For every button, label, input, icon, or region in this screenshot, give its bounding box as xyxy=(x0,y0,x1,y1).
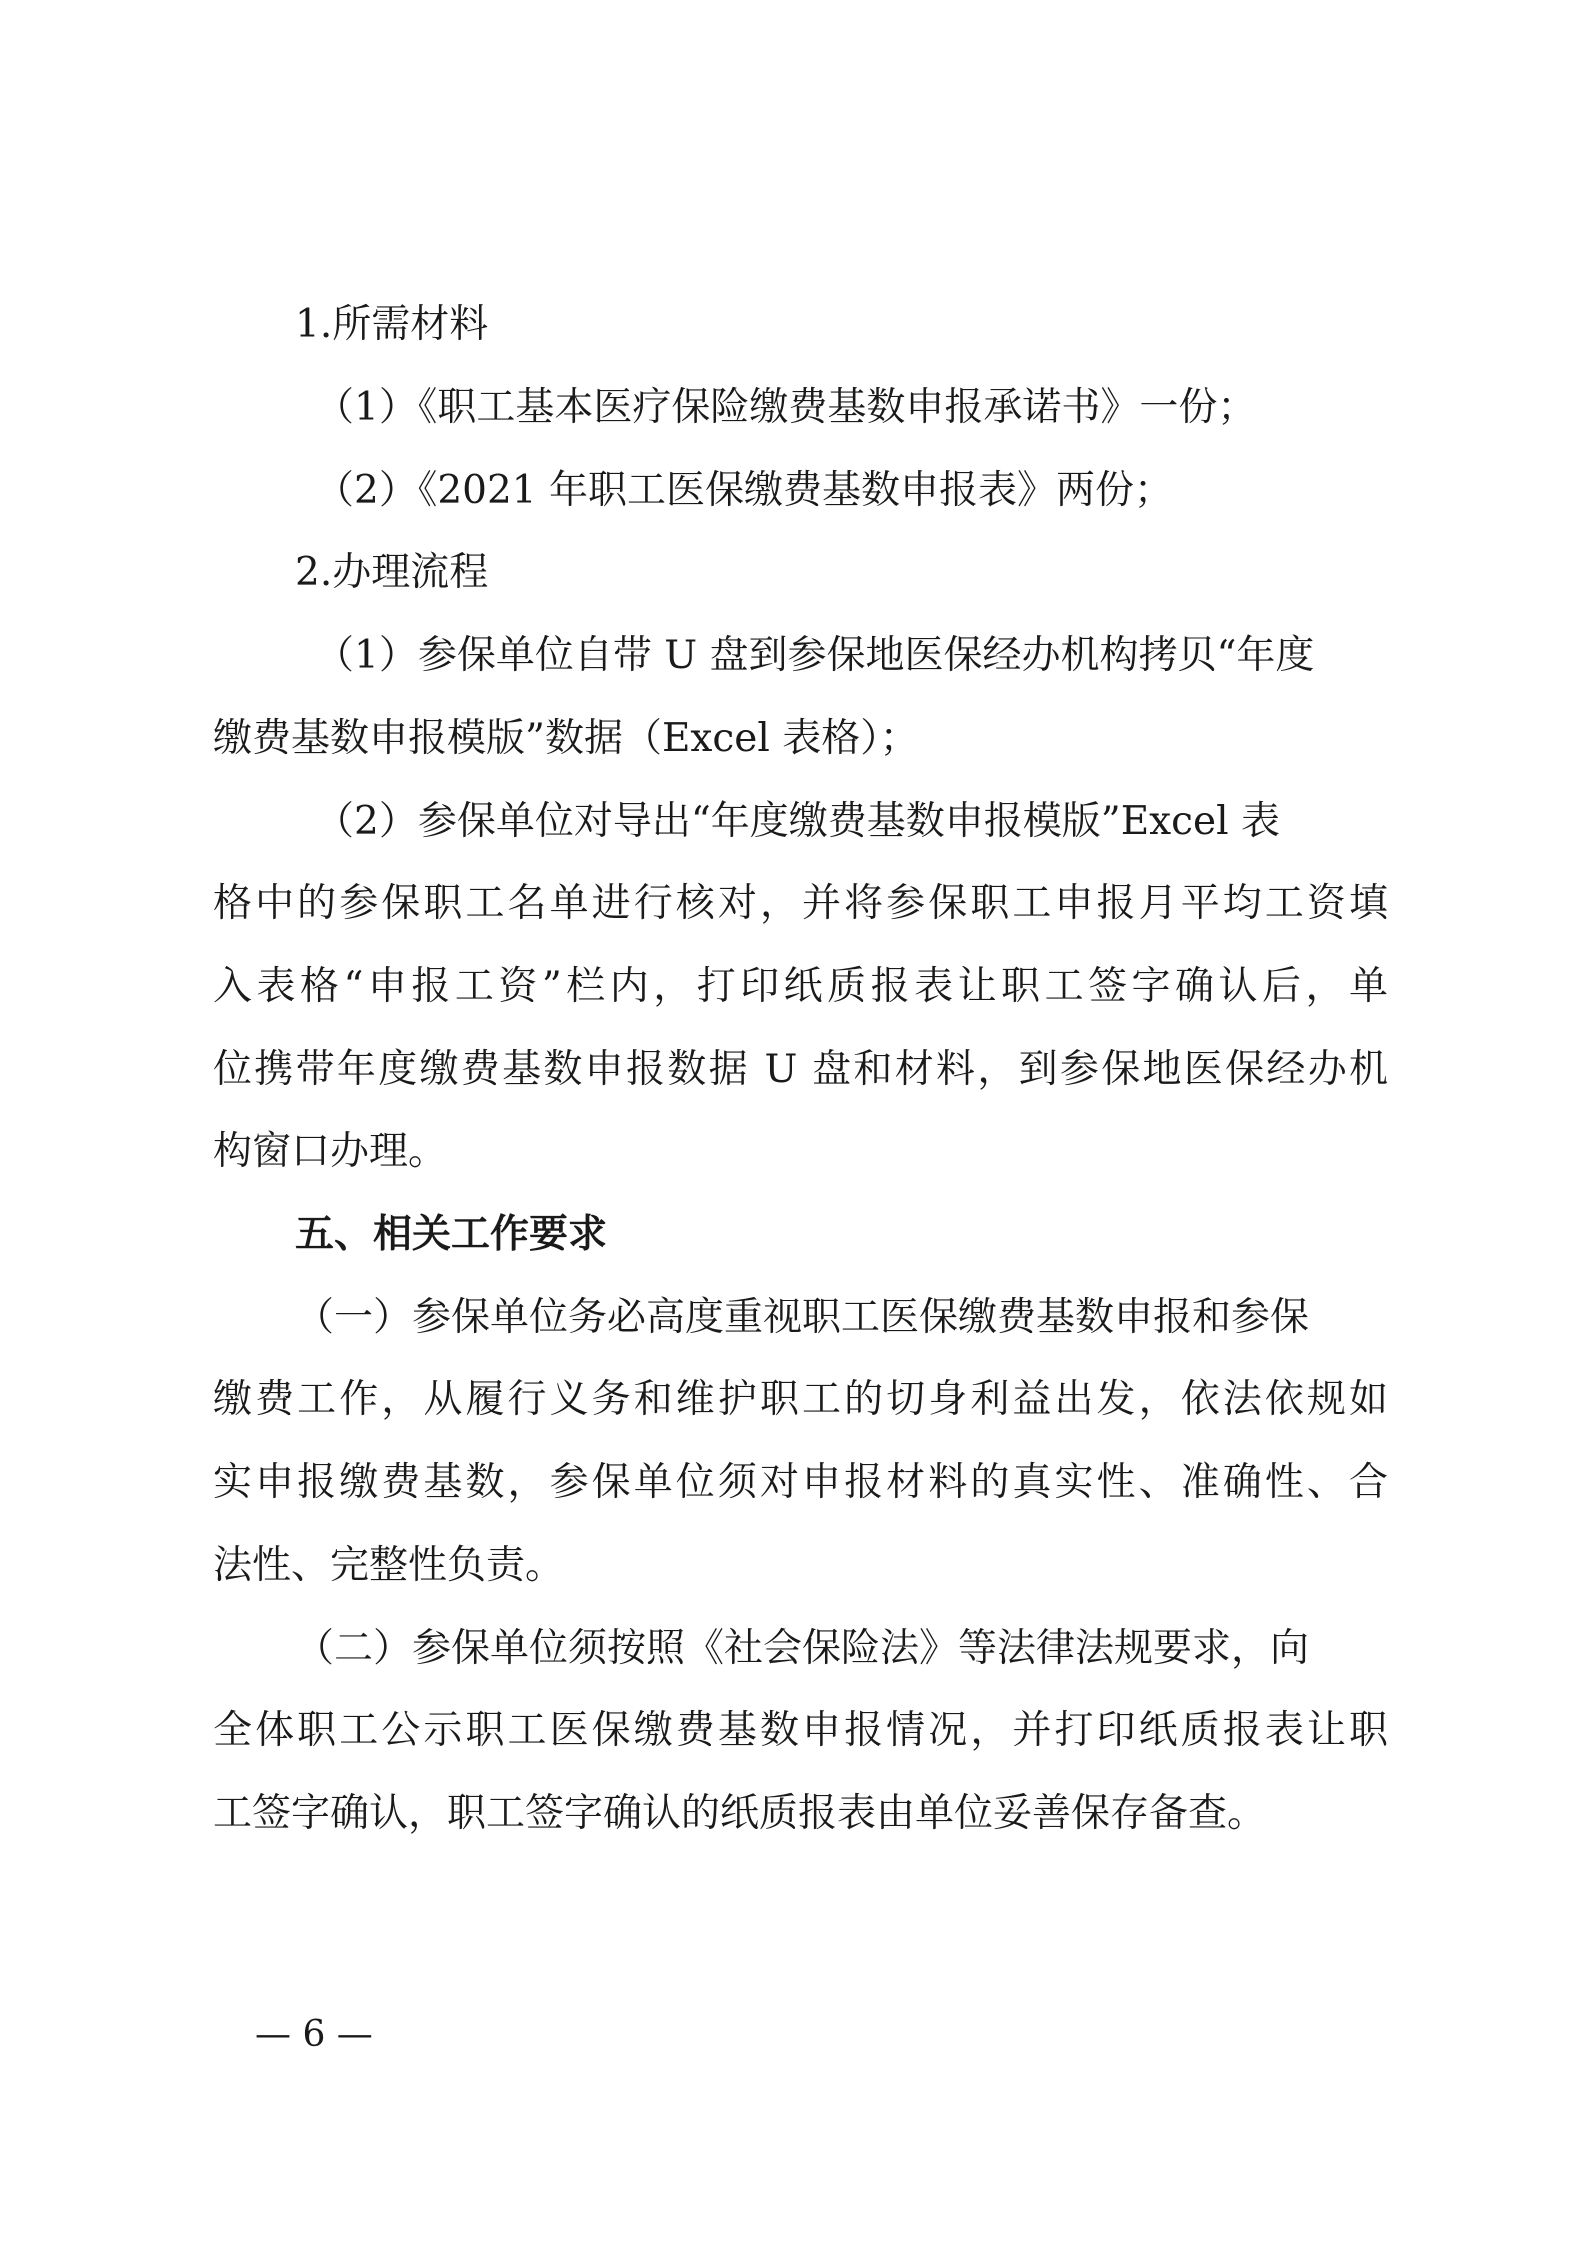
section-five-heading: 五、相关工作要求 xyxy=(295,1212,608,1257)
requirement-1-line-2: 缴费工作，从履行义务和维护职工的切身利益出发，依法依规如 xyxy=(213,1377,1388,1422)
page-number: — 6 — xyxy=(255,2014,373,2055)
requirement-1-line-3: 实申报缴费基数，参保单位须对申报材料的真实性、准确性、合 xyxy=(213,1460,1388,1505)
process-step-2-line-2: 格中的参保职工名单进行核对，并将参保职工申报月平均工资填 xyxy=(213,881,1388,926)
materials-item-2: （2）《2021 年职工医保缴费基数申报表》两份； xyxy=(315,468,1173,513)
process-step-1-line-1: （1）参保单位自带 U 盘到参保地医保经办机构拷贝“年度 xyxy=(315,633,1315,678)
materials-item-1: （1）《职工基本医疗保险缴费基数申报承诺书》一份； xyxy=(315,385,1257,430)
requirement-2-line-3: 工签字确认，职工签字确认的纸质报表由单位妥善保存备查。 xyxy=(213,1791,1267,1836)
process-step-2-line-1: （2）参保单位对导出“年度缴费基数申报模版”Excel 表 xyxy=(315,799,1280,844)
process-step-2-line-5: 构窗口办理。 xyxy=(213,1129,448,1174)
process-step-2-line-4: 位携带年度缴费基数申报数据 U 盘和材料，到参保地医保经办机 xyxy=(213,1047,1388,1092)
requirement-2-line-1: （二）参保单位须按照《社会保险法》等法律法规要求，向 xyxy=(295,1626,1310,1671)
process-step-1-line-2: 缴费基数申报模版”数据（Excel 表格）； xyxy=(213,716,919,761)
materials-heading: 1.所需材料 xyxy=(295,302,489,347)
process-heading: 2.办理流程 xyxy=(295,550,489,595)
requirement-2-line-2: 全体职工公示职工医保缴费基数申报情况，并打印纸质报表让职 xyxy=(213,1708,1388,1753)
requirement-1-line-4: 法性、完整性负责。 xyxy=(213,1543,565,1588)
process-step-2-line-3: 入表格“申报工资”栏内，打印纸质报表让职工签字确认后，单 xyxy=(213,964,1388,1009)
requirement-1-line-1: （一）参保单位务必高度重视职工医保缴费基数申报和参保 xyxy=(295,1295,1310,1340)
